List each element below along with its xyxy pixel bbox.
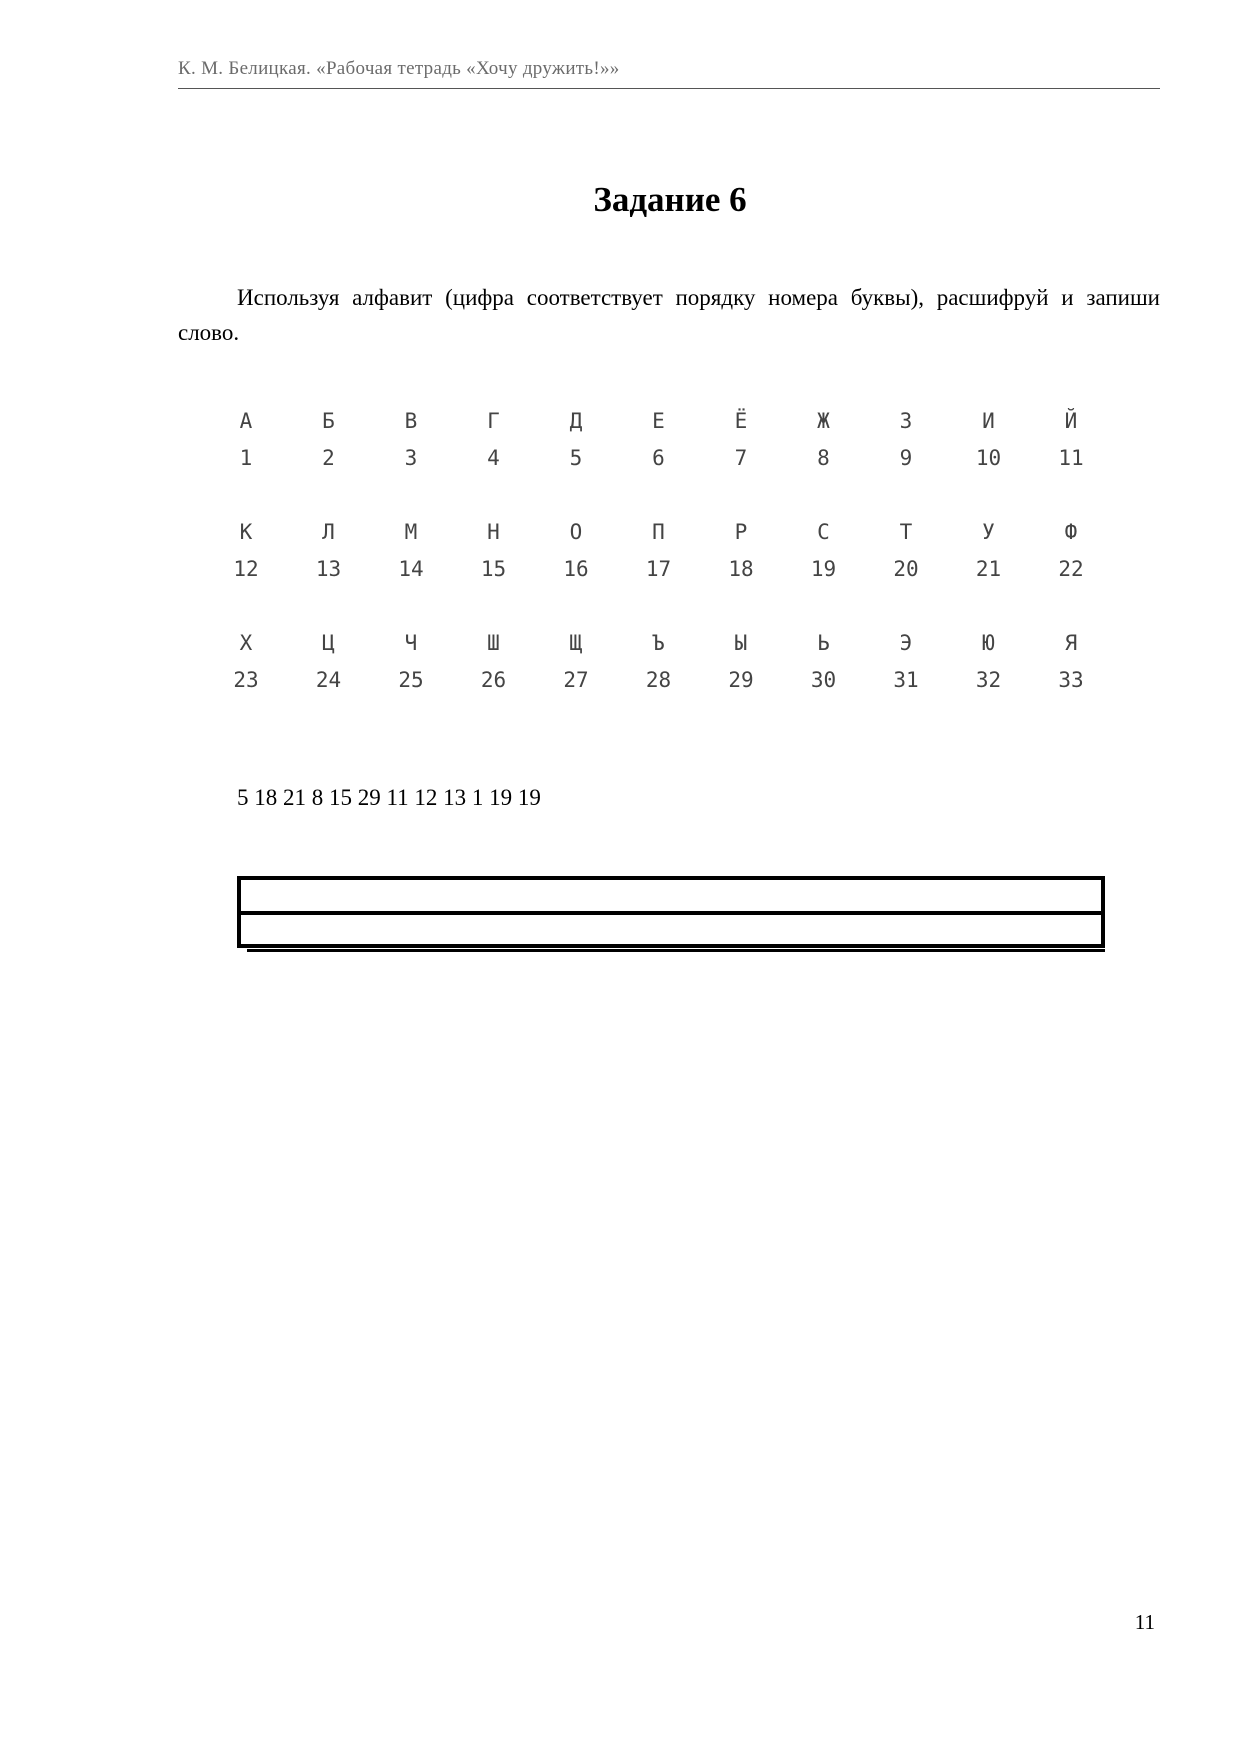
- alphabet-cell: [381, 408, 441, 471]
- answer-box-shadow: [247, 949, 1105, 952]
- header-divider: [178, 88, 1160, 89]
- alphabet-row: [233, 630, 1116, 741]
- alphabet-number: 15: [480, 557, 507, 581]
- alphabet-letter: Ы: [734, 631, 748, 655]
- alphabet-letter: И: [982, 409, 995, 433]
- alphabet-cell: [546, 630, 606, 693]
- alphabet-number: 6: [652, 446, 665, 470]
- alphabet-cell: [629, 519, 689, 582]
- cipher-code: 5 18 21 8 15 29 11 12 13 1 19 19: [237, 785, 541, 810]
- alphabet-cell: [629, 630, 689, 693]
- alphabet-number: 10: [975, 446, 1002, 470]
- alphabet-cell: [216, 519, 276, 582]
- alphabet-row: [236, 408, 1116, 519]
- alphabet-number: 22: [1058, 557, 1084, 581]
- alphabet-cell: [959, 408, 1019, 471]
- alphabet-letter: Ъ: [652, 631, 665, 655]
- alphabet-number: 23: [233, 668, 259, 692]
- alphabet-letter: К: [239, 520, 253, 544]
- alphabet-number: 20: [893, 557, 919, 581]
- alphabet-number: 2: [322, 446, 335, 470]
- alphabet-number: 17: [645, 557, 672, 581]
- alphabet-letter: Е: [652, 409, 665, 433]
- alphabet-cell: [876, 408, 936, 471]
- alphabet-row: [233, 519, 1116, 630]
- alphabet-cell: [959, 630, 1019, 693]
- page-number: 11: [1134, 1610, 1155, 1634]
- alphabet-cell: [546, 408, 606, 471]
- alphabet-letter: Ё: [734, 409, 748, 433]
- alphabet-letter: А: [239, 409, 253, 433]
- alphabet-number: 19: [810, 557, 837, 581]
- alphabet-cell: [876, 519, 936, 582]
- alphabet-cell: [1041, 519, 1101, 582]
- alphabet-number: 32: [975, 668, 1002, 692]
- alphabet-letter: Б: [322, 409, 335, 433]
- alphabet-number: 16: [563, 557, 589, 581]
- alphabet-number: 24: [315, 668, 342, 692]
- alphabet-number: 14: [398, 557, 424, 581]
- alphabet-letter: Й: [1064, 409, 1078, 433]
- alphabet-letter: Т: [899, 520, 913, 544]
- alphabet-cell: [299, 630, 359, 693]
- alphabet-number: 7: [734, 446, 748, 470]
- alphabet-letter: Х: [239, 631, 253, 655]
- alphabet-number: 18: [728, 557, 754, 581]
- alphabet-number: 4: [487, 446, 500, 470]
- alphabet-letter: Щ: [569, 631, 583, 655]
- alphabet-letter: Я: [1064, 631, 1078, 655]
- alphabet-number: 33: [1058, 668, 1084, 692]
- alphabet-letter: М: [404, 520, 418, 544]
- alphabet-cell: [711, 408, 771, 471]
- alphabet-cell: [794, 408, 854, 471]
- answer-field[interactable]: [237, 876, 1105, 948]
- alphabet-letter: Ч: [404, 631, 418, 655]
- alphabet-cell: [629, 408, 689, 471]
- alphabet-letter: З: [899, 409, 913, 433]
- alphabet-number: 1: [239, 446, 253, 470]
- alphabet-cell: [711, 519, 771, 582]
- alphabet-table: [233, 408, 1116, 741]
- running-header: К. М. Белицкая. «Рабочая тетрадь «Хочу дружить!»»: [178, 58, 620, 79]
- alphabet-number: 12: [233, 557, 259, 581]
- alphabet-number: 21: [975, 557, 1002, 581]
- alphabet-number: 26: [480, 668, 507, 692]
- alphabet-letter: Ш: [487, 631, 500, 655]
- alphabet-letter: О: [569, 520, 583, 544]
- alphabet-number: 13: [315, 557, 342, 581]
- alphabet-letter: Г: [487, 409, 500, 433]
- alphabet-letter: Н: [487, 520, 500, 544]
- alphabet-letter: Ф: [1064, 520, 1078, 544]
- alphabet-letter: Ж: [817, 409, 830, 433]
- alphabet-number: 25: [398, 668, 424, 692]
- alphabet-cell: [794, 519, 854, 582]
- task-instruction: Используя алфавит (цифра соответствует порядку номера буквы), расшифруй и запиши слово.: [178, 285, 1160, 345]
- alphabet-number: 8: [817, 446, 830, 470]
- alphabet-letter: У: [982, 520, 995, 544]
- alphabet-cell: [216, 630, 276, 693]
- alphabet-cell: [464, 408, 524, 471]
- alphabet-cell: [381, 519, 441, 582]
- answer-line-divider: [241, 911, 1101, 915]
- alphabet-number: 29: [728, 668, 754, 692]
- alphabet-cell: [876, 630, 936, 693]
- alphabet-letter: Л: [322, 520, 335, 544]
- alphabet-number: 9: [899, 446, 913, 470]
- alphabet-number: 27: [563, 668, 589, 692]
- alphabet-number: 11: [1058, 446, 1084, 470]
- alphabet-letter: Д: [569, 409, 583, 433]
- alphabet-cell: [1041, 408, 1101, 471]
- alphabet-number: 30: [810, 668, 837, 692]
- alphabet-number: 3: [404, 446, 418, 470]
- alphabet-cell: [299, 519, 359, 582]
- alphabet-cell: [794, 630, 854, 693]
- alphabet-number: 5: [569, 446, 583, 470]
- alphabet-letter: Ю: [982, 631, 995, 655]
- alphabet-cell: [464, 519, 524, 582]
- alphabet-cell: [1041, 630, 1101, 693]
- alphabet-letter: Э: [899, 631, 913, 655]
- task-title: Задание 6: [593, 180, 747, 219]
- alphabet-number: 28: [645, 668, 672, 692]
- alphabet-letter: Ц: [322, 631, 335, 655]
- alphabet-letter: В: [404, 409, 418, 433]
- alphabet-cell: [546, 519, 606, 582]
- alphabet-cell: [711, 630, 771, 693]
- alphabet-cell: [959, 519, 1019, 582]
- alphabet-number: 31: [893, 668, 919, 692]
- alphabet-letter: П: [652, 520, 665, 544]
- alphabet-letter: С: [817, 520, 830, 544]
- alphabet-cell: [216, 408, 276, 471]
- alphabet-cell: [299, 408, 359, 471]
- alphabet-letter: Ь: [817, 631, 830, 655]
- alphabet-cell: [464, 630, 524, 693]
- alphabet-letter: Р: [734, 520, 748, 544]
- alphabet-cell: [381, 630, 441, 693]
